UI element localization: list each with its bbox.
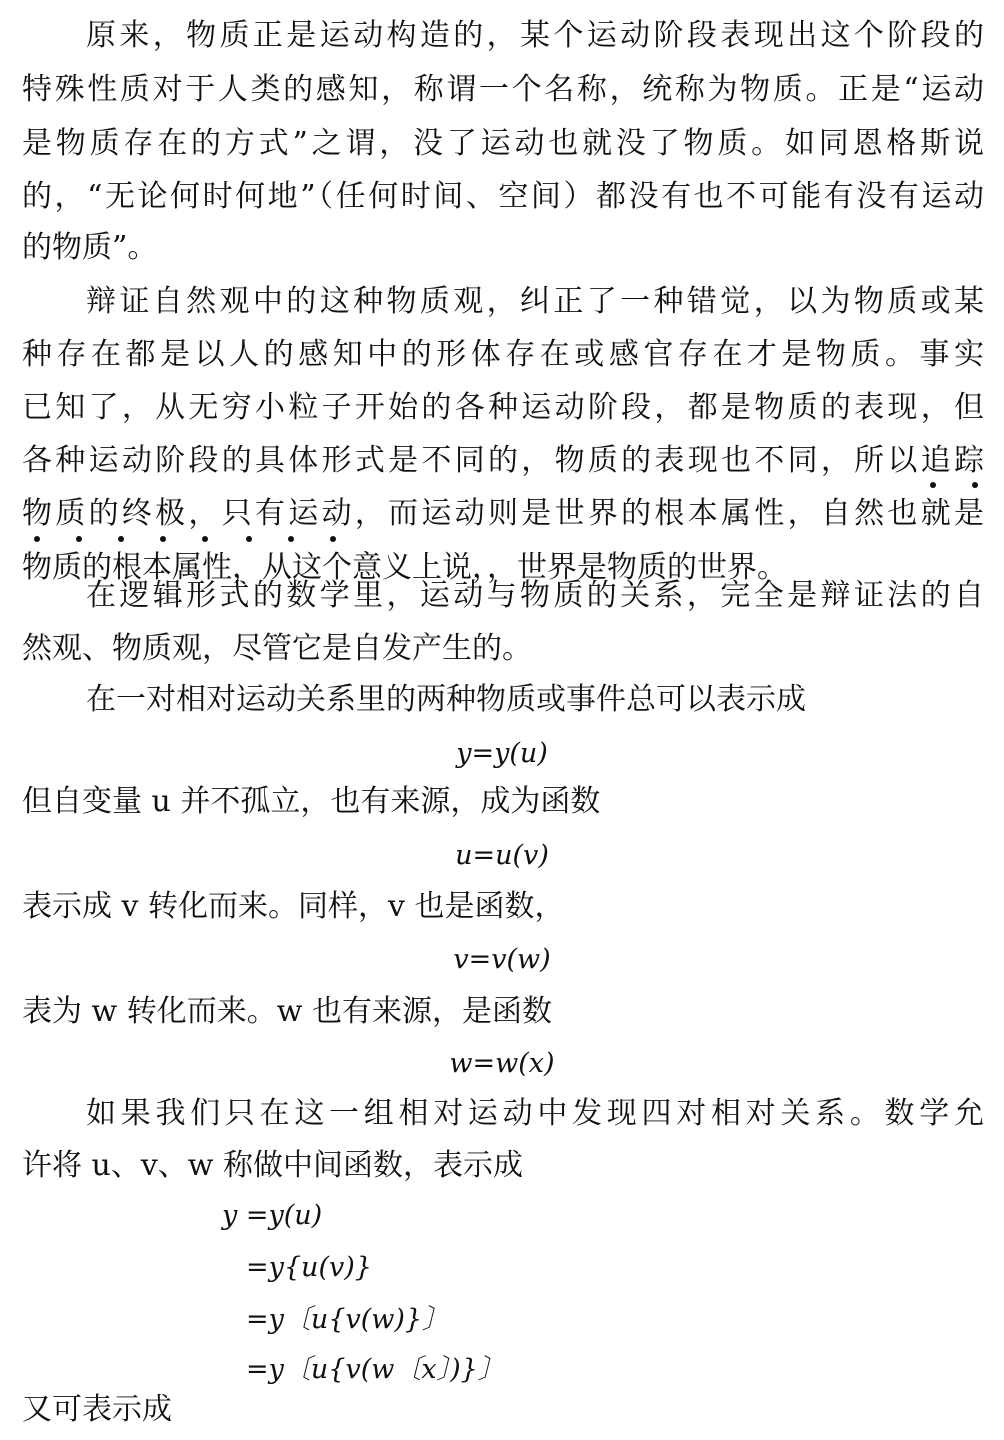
equation-chain-line: =y〔u{v(w)}〕 xyxy=(246,1304,450,1335)
text-line: 原来，物质正是运动构造的，某个运动阶段表现出这个阶段的 xyxy=(86,18,984,53)
emphasis-dot xyxy=(930,482,936,488)
text-line: 种存在都是以人的感知中的形体存在或感官存在才是物质。事实 xyxy=(22,337,984,372)
text-line: 在逻辑形式的数学里，运动与物质的关系，完全是辩证法的自 xyxy=(86,578,984,613)
emphasis-dot xyxy=(288,536,294,542)
equation-chain-line: =y〔u{v(w〔x〕)}〕 xyxy=(246,1354,505,1385)
emphasis-dot xyxy=(330,536,336,542)
text-line: 在一对相对运动关系里的两种物质或事件总可以表示成 xyxy=(86,682,806,717)
emphasis-dot xyxy=(118,536,124,542)
text-line: 又可表示成 xyxy=(22,1392,172,1427)
text-line: 表示成 v 转化而来。同样，v 也是函数， xyxy=(22,889,565,924)
emphasis-dot xyxy=(76,536,82,542)
emphasis-dot xyxy=(160,536,166,542)
text-line: 然观、物质观，尽管它是自发产生的。 xyxy=(22,631,532,666)
text-line: 如果我们只在这一组相对运动中发现四对相对关系。数学允 xyxy=(86,1096,984,1131)
equation-w-of-x: w=w(x) xyxy=(449,1048,555,1079)
emphasis-dot xyxy=(246,536,252,542)
equation-v-of-w: v=v(w) xyxy=(453,944,551,975)
text-line: 表为 w 转化而来。w 也有来源，是函数 xyxy=(22,994,552,1029)
text-line: 但自变量 u 并不孤立，也有来源，成为函数 xyxy=(22,784,601,819)
text-line: 的物质”。 xyxy=(22,230,158,265)
text-line: 已知了，从无穷小粒子开始的各种运动阶段，都是物质的表现，但 xyxy=(22,390,984,425)
equation-y-of-u: y=y(u) xyxy=(456,738,548,769)
text-line: 的，“无论何时何地”（任何时间、空间）都没有也不可能有没有运动 xyxy=(22,179,984,214)
emphasis-dot xyxy=(34,536,40,542)
text-line: 许将 u、v、w 称做中间函数，表示成 xyxy=(22,1148,524,1183)
text-line: 物质的终极，只有运动，而运动则是世界的根本属性，自然也就是 xyxy=(22,496,984,531)
equation-u-of-v: u=u(v) xyxy=(455,840,549,871)
text-line: 是物质存在的方式”之谓，没了运动也就没了物质。如同恩格斯说 xyxy=(22,126,984,161)
text-line: 物质的根本属性，从这个意义上说，，世界是物质的世界。 xyxy=(22,550,787,585)
text-line: 特殊性质对于人类的感知，称谓一个名称，统称为物质。正是“运动 xyxy=(22,72,984,107)
equation-chain-line: y =y(u) xyxy=(222,1200,323,1231)
emphasis-dot xyxy=(202,536,208,542)
equation-chain-line: =y{u(v)} xyxy=(246,1252,372,1283)
text-line: 辩证自然观中的这种物质观，纠正了一种错觉，以为物质或某 xyxy=(86,284,984,319)
emphasis-dot xyxy=(972,482,978,488)
text-line: 各种运动阶段的具体形式是不同的，物质的表现也不同，所以追踪 xyxy=(22,443,984,478)
